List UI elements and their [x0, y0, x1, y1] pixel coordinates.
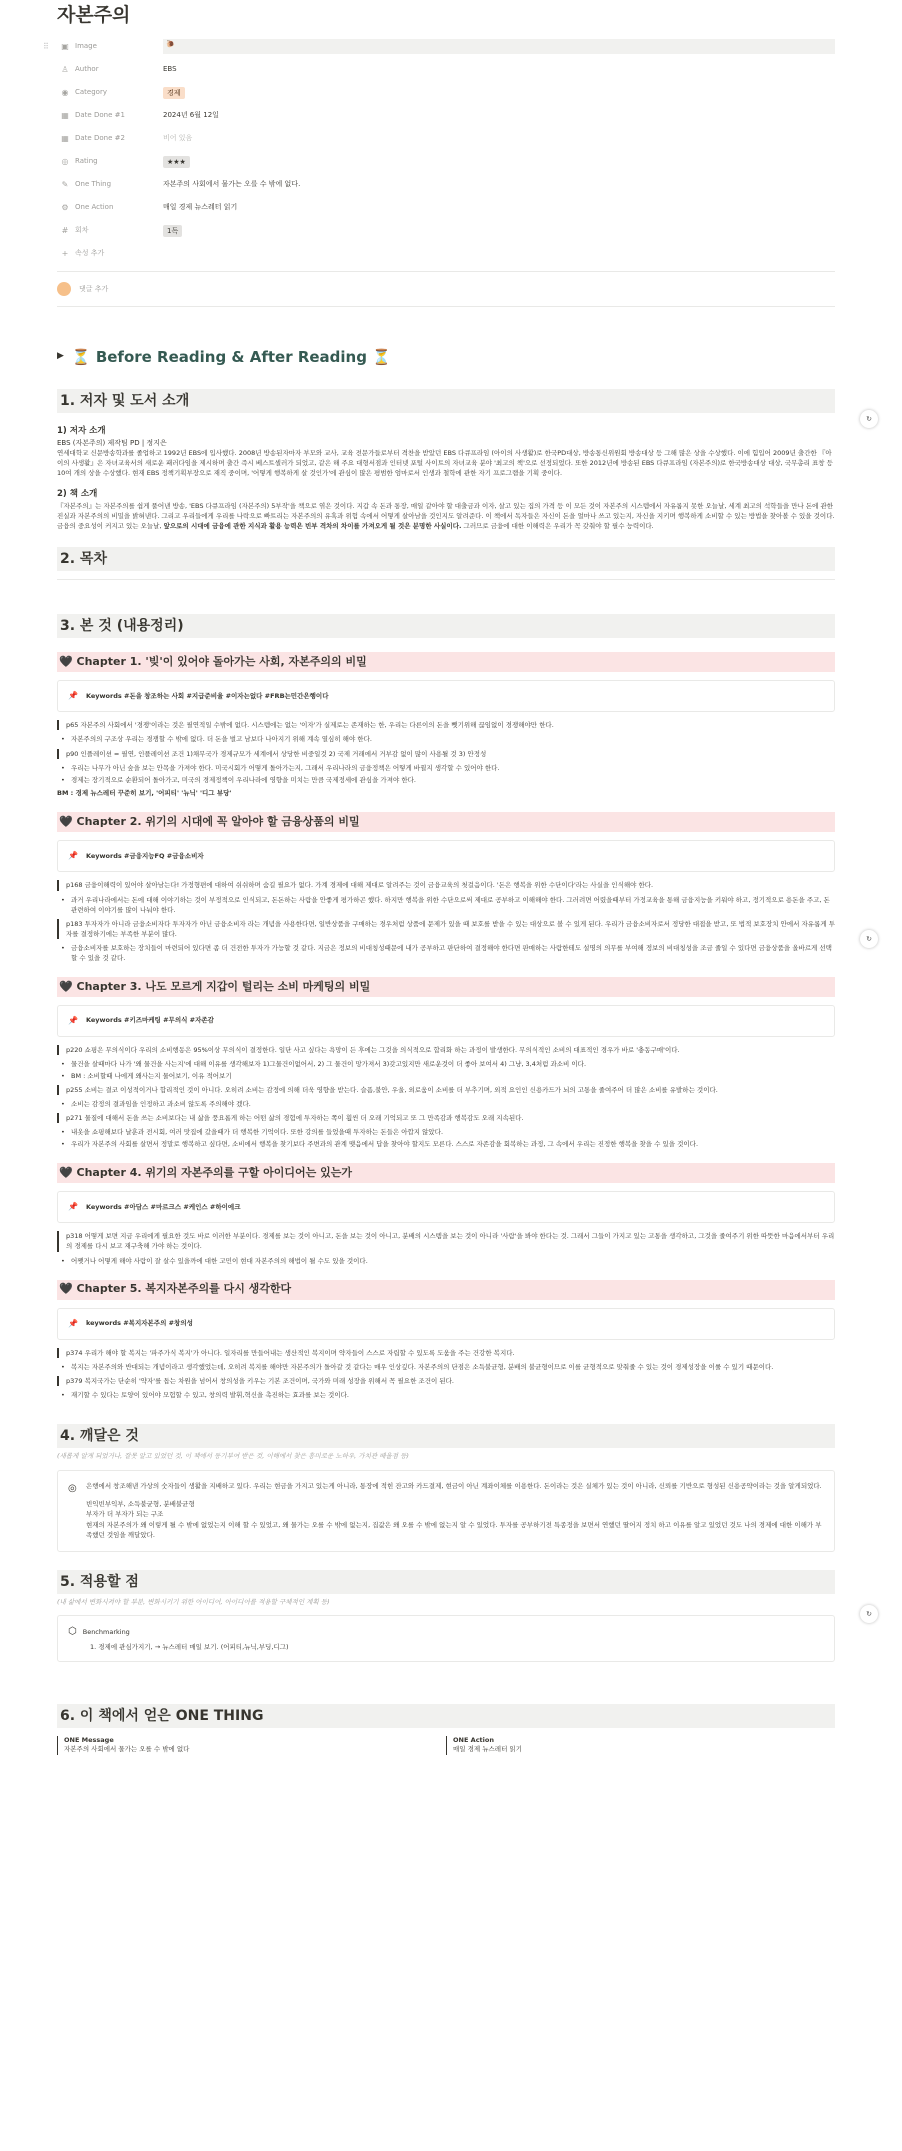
- divider: [57, 271, 835, 272]
- property-value[interactable]: 매일 경제 뉴스레터 읽기: [163, 203, 238, 212]
- section-6-heading: 6. 이 책에서 얻은 ONE THING: [57, 1704, 835, 1728]
- bullet-list: [57, 1362, 835, 1372]
- book-heading: 2) 책 소개: [57, 489, 98, 500]
- benchmark-step: 1. 경제에 관심가지기, → 뉴스레터 매일 보기. (어피티,뉴닉,부딩,디그): [90, 1643, 289, 1652]
- property-row[interactable]: [57, 150, 835, 173]
- property-row[interactable]: [57, 173, 835, 196]
- property-key: ✎ One Thing: [61, 179, 112, 189]
- chapters: [57, 652, 835, 1399]
- list-item: • 어쨋거나 어떻게 해야 사람이 잘 살수 있을까에 대한 고민이 현대 자본주의의 해법이 될 수도 있을 것이다.: [57, 1256, 835, 1266]
- pin-icon: 📌: [68, 851, 78, 861]
- property-value[interactable]: 경제: [163, 87, 835, 99]
- calendar-icon: ▦: [61, 133, 69, 143]
- quote: p379 복지국가는 단순히 '약자'를 돕는 차원을 넘어서 창의성을 키우는 기본 조건이며, 국가와 미래 성장을 위해서 꼭 필요한 조건이 된다.: [57, 1376, 835, 1386]
- page-title: 자본주의: [57, 4, 131, 26]
- property-row[interactable]: [57, 104, 835, 127]
- chapter-heading: 🖤 Chapter 1. '빚'이 있어야 돌아가는 사회, 자본주의의 비밀: [57, 652, 835, 672]
- pin-icon: 📌: [68, 1318, 78, 1328]
- list-item: • 복지는 자본주의와 반대되는 개념이라고 생각했었는데, 오히려 복지를 해야만 자본주의가 돌아갈 것 같다는 매우 인상깊다. 자본주의의 단점은 소득불균형, 분배의 불균형이므로 이를 균형적으로 맞춰줄 수 있는 것이 경제성장을 이룰 수 있기 때문이다.: [57, 1362, 835, 1372]
- section-4-subtitle: (새롭게 알게 되었거나, 잘못 알고 있었던 것, 이 책에서 동기부여 받은 것, 이해에서 찾은 흥미로운 노하우, 가치관 배울점 등): [57, 1451, 409, 1460]
- author-bio: 연세대학교 신문방송학과를 졸업하고 1992년 EBS에 입사했다. 2008년 방송된자마자 부모와 교사, 교육 전문가들로부터 격찬을 받았던 EBS 다큐프라임 (아이의 사생활)로 한국PD대상, 방송통신위원회 방송대상 등 그해 많은 상을 수상했다. 이에 힘입어 2009년 출간한 『아이의 사생활』은 자녀교육서의 새로운 패러다임을 제시하며 출간 즉시 베스트셀러가 되었고, 같은 해 주요 대형서점과 인터넷 포털 사이트의 자녀교육 분야 '최고의 책'으로 선정되었다. 또한 2012년에 방송된 EBS 다큐프라임 (자본주의)로 한국방송대상 대상, 국무총리 표창 등 10여 개의 상을 수상했다. 현재 EBS 정책기획부장으로 재직 중이며, '어떻게 행복하게 살 것인가'에 관심이 많은 평범한 엄마로서 인생과 철학에 관한 자기 프로그램을 기획 중이다.: [57, 449, 833, 478]
- keywords-callout: 📌 Keywords #돈을 창조하는 사회 #지급준비율 #이자는없다 #FRB는민간은행이다: [57, 680, 835, 712]
- property-value[interactable]: 1독: [163, 225, 835, 237]
- apply-callout: [57, 1615, 835, 1661]
- chapter-2: [57, 812, 835, 962]
- list-item: • 우리는 나무가 아닌 숲을 보는 안목을 가져야 한다. 미국시회가 어떻게 돌아가는지, 그래서 우리나라의 금융정책은 어떻게 바뀔지 생각할 수 있어야 한다.: [57, 763, 835, 773]
- list-item: • 자본주의의 구조상 우리는 경쟁할 수 밖에 없다. 더 돈을 벌고 남보다 나아지기 위해 계속 열심히 해야 한다.: [57, 734, 835, 744]
- keywords-callout: 📌 Keywords #금융지능FQ #금융소비자: [57, 840, 835, 872]
- list-item: • 재기할 수 있다는 토양이 있어야 모험할 수 있고, 창의력 발휘,혁신을 촉진하는 효과를 보는 것이다.: [57, 1390, 835, 1400]
- insight-line: 부자가 더 부자가 되는 구조: [86, 1510, 164, 1519]
- list-item: • 우리가 자본주의 사회를 살면서 정말로 행복하고 싶다면, 소비에서 행복을 찾기보다 주변과의 관계 맺음에서 답을 찾아야 할지도 모른다. 스스로 자존감을 회복하는 과정, 그 속에서 우리는 진정한 행복을 찾을 수 있을 것이다.: [57, 1139, 835, 1149]
- bullet-list: [57, 943, 835, 963]
- property-row[interactable]: [57, 81, 835, 104]
- bullet-list: [57, 763, 835, 785]
- divider: [57, 306, 835, 307]
- chapter-4: [57, 1163, 835, 1265]
- ai-assist-button[interactable]: ↻: [860, 1605, 878, 1623]
- section-5-subtitle: (내 삶에서 변화시켜야 할 부분, 변화시키기 위한 아이디어, 아이디어를 적용할 구체적인 계획 등): [57, 1597, 330, 1606]
- insight-callout: [57, 1470, 835, 1552]
- calendar-icon: ▦: [61, 110, 69, 120]
- property-row[interactable]: [57, 196, 835, 219]
- benchmark-task[interactable]: ⬡ Benchmarking: [68, 1624, 824, 1640]
- bullet-list: [57, 1390, 835, 1400]
- list-item: • BM : 소비할때 나에게 왜사는지 물어보기, 이유 적어보기: [57, 1071, 835, 1081]
- chapter-heading: 🖤 Chapter 3. 나도 모르게 지갑이 털리는 소비 마케팅의 비밀: [57, 977, 835, 997]
- chapter-3: [57, 977, 835, 1150]
- insight-line: [86, 1491, 824, 1499]
- list-item: • 경제는 장기적으로 순환되어 돌아가고, 미국의 경제정책이 우리나라에 영향을 미치는 만큼 국제정세에 관심을 가져야 한다.: [57, 775, 835, 785]
- property-value[interactable]: EBS: [163, 65, 177, 74]
- property-key: ▣ Image: [61, 41, 97, 51]
- chapter-note: BM : 경제 뉴스레터 꾸준히 보기, '어피티' '뉴닉' '디그 뷰당': [57, 788, 232, 797]
- author-line: EBS (자본주의) 제작팀 PD | 정지은: [57, 438, 167, 447]
- pin-icon: 📌: [68, 1202, 78, 1212]
- text-icon: ✎: [61, 179, 69, 189]
- quote: p220 쇼핑은 무의식이다 우리의 소비행동은 95%이상 무의식이 결정한다. 일단 사고 싶다는 욕망이 든 후에는 그것을 의식적으로 합리화 하는 과정이 발생한다. 무의식적인 소비의 대표적인 경우가 바로 '충동구매'이다.: [57, 1045, 835, 1055]
- section-4-heading: 4. 깨달은 것: [57, 1424, 835, 1448]
- insight-line: 은행에서 창조해낸 가상의 숫자들이 생활을 지배하고 있다. 우리는 현금을 가지고 있는게 아니라, 통장에 적힌 잔고와 카드결제, 현금이 아닌 계좌이체를 이용한다. 돈이라는 것은 실체가 있는 것이 아니라, 신뢰를 기반으로 형성된 신용공약이라는 것을 알게되었다.: [86, 1481, 822, 1490]
- insight-line: 빈익빈부익부, 소득불균형, 분배불균형: [86, 1499, 195, 1508]
- count-icon: #: [61, 225, 69, 235]
- pin-icon: 📌: [68, 691, 78, 701]
- author-heading: 1) 저자 소개: [57, 426, 106, 436]
- page: [43, 0, 835, 1755]
- property-row[interactable]: [57, 58, 835, 81]
- quote: p90 인플레이션 = 필연, 인플레이션 조건 1)채무국가 경제규모가 세계에서 상당한 비중일것 2) 국제 거래에서 거부감 없이 많이 사용될 것 3) 안정성: [57, 749, 835, 759]
- property-value[interactable]: 2024년 6월 12일: [163, 111, 219, 120]
- property-key: # 회차: [61, 225, 89, 235]
- property-value[interactable]: ★★★: [163, 156, 835, 168]
- divider: [57, 579, 835, 580]
- add-property-button[interactable]: + 속성 추가: [61, 248, 105, 258]
- property-key: ▦ Date Done #1: [61, 110, 125, 120]
- quote: p374 우리가 해야 할 복지는 '파주가식 복지'가 아니다. 일자리를 만들어내는 생산적인 복지이며 약자들이 스스로 자립할 수 있도록 도움을 주는 건강한 복지다.: [57, 1348, 835, 1358]
- one-thing-columns: [57, 1736, 835, 1756]
- quote: p65 자본주의 사회에서 '경쟁'이라는 것은 필연적일 수밖에 없다. 시스템에는 없는 '이자'가 실제로는 존재하는 한, 우리는 다른이의 돈을 뺏기위해 끊임없이 경쟁해야만 한다.: [57, 720, 835, 730]
- bullet-list: [57, 734, 835, 744]
- bullet-list: [57, 1127, 835, 1149]
- property-key: ◉ Category: [61, 87, 107, 97]
- list-item: • 과거 우리나라에서는 돈에 대해 이야기하는 것이 부정적으로 인식되고, 돈돈하는 사람을 안좋게 평가하곤 했다. 하지만 행복을 위한 수단으로써 제대로 공부하고 이해해야 한다. 그러려면 어렸을때부터 가정교육을 통해 금융지능을 키워야 하고, 정기적으로 용돈을 주고, 돈 관련하여 이야기를 많이 나눠야 한다.: [57, 895, 835, 915]
- chapter-5: [57, 1280, 835, 1400]
- image-icon: ▣: [61, 41, 69, 51]
- bullet-list: [57, 1059, 835, 1081]
- section-2-heading: 2. 목차: [57, 547, 835, 571]
- quote: p271 물질에 대해서 돈을 쓰는 소비보다는 내 삶을 풍요롭게 하는 어떤 삶의 경험에 투자하는 쪽이 훨씬 더 오래 기억되고 또 그 만족감과 행복감도 오래 지속된다.: [57, 1113, 835, 1123]
- person-icon: ♙: [61, 64, 69, 74]
- one-action-col: ONE Action 매일 경제 뉴스레터 읽기: [446, 1736, 835, 1756]
- property-value[interactable]: 비어 있음: [163, 134, 193, 143]
- keywords-callout: 📌 keywords #복지자본주의 #창의성: [57, 1308, 835, 1340]
- plus-icon: +: [61, 248, 69, 258]
- avatar: [57, 282, 71, 296]
- one-message-col: ONE Message 자본주의 사회에서 물가는 오를 수 밖에 없다: [57, 1736, 446, 1756]
- list-item: • 금융소비자를 보호하는 장치들이 마련되어 있다면 좀 더 건전한 투자가 가능할 것 같다. 지금은 정보의 비대칭성때문에 내가 공부하고 판단하여 결정해야 한다면 판매하는 사람한테도 설명의 의무를 부여해 정보의 비대칭성을 조금 줄일 수 있다면 금융상품을 올바르게 선택할 수 있을 것 같다.: [57, 943, 835, 963]
- quote: p318 어떻게 보면 지금 우리에게 필요한 것도 바로 이러한 부분이다. 경제를 보는 것이 아니고, 돈을 보는 것이 아니고, 분배의 시스템을 보는 것이 아니라 '사람'을 봐야 한다는 것. 그래서 그들이 가지고 있는 고통을 생각하고, 그것을 줄여주기 위한 따뜻한 마음에서부터 우리의 경제를 다시 보고 재구축해 가야 하는 것이다.: [57, 1231, 835, 1251]
- property-value[interactable]: 자본주의 사회에서 물가는 오를 수 밖에 없다.: [163, 180, 301, 189]
- bullet-list: [57, 1099, 835, 1109]
- keywords-callout: 📌 Keywords #키즈마케팅 #무의식 #자존감: [57, 1005, 835, 1037]
- triangle-right-icon[interactable]: ▶: [57, 351, 64, 362]
- insight-line: 현재의 자본주의가 왜 이렇게 될 수 밖에 없었는지 이해 할 수 있었고, 왜 물가는 오를 수 밖에 없는지, 집값은 왜 오를 수 밖에 없는지 알 수 있었다. 투자를 공부하기전 특종정을 보면서 연했던 딸어지 정치 하고 이유를 알고 있었던 것도 나의 경제에 대한 이해가 부족했던 것임을 깨달았다.: [86, 1520, 822, 1540]
- property-key: ◎ Rating: [61, 156, 98, 166]
- keywords-callout: 📌 Keywords #아담스 #마르크스 #케인스 #하이에크: [57, 1191, 835, 1223]
- ai-assist-button[interactable]: ↻: [860, 410, 878, 428]
- list-item: • 소비는 감정의 결과임을 인정하고 과소비 않도록 주의해야 겠다.: [57, 1099, 835, 1109]
- list-item: • 물건을 살때마다 나가 '왜 물건을 사는지'에 대해 이유를 생각해보자 1)그물건이없어서, 2) 그 물건이 망가져서 3)갖고있지만 새로운것이 더 좋아 보여서 4) 그냥, 3,4처럼 과소비 이다.: [57, 1059, 835, 1069]
- chapter-heading: 🖤 Chapter 5. 복지자본주의를 다시 생각한다: [57, 1280, 835, 1300]
- book-intro: 『자본주의』는 자본주의를 쉽게 풀어낸 방송, 'EBS 다큐프라임 (자본주의) 5부작'을 책으로 엮은 것이다. 지갑 속 돈과 통장, 매일 같아야 할 대출금과 이자, 살고 있는 집의 가격 등 이 모든 것이 자본주의 시스템에서 자유롭지 못한 오늘날, 세계 최고의 석학들을 만나 돈에 관한 진실과 자본주의의 비밀을 밝혀낸다. 그리고 우리들에게 우리를 나락으로 빠트리는 자본주의의 유혹과 위험 속에서 어떻게 살아남을 것인지도 알려준다. 이 책에서 독자들은 자신이 돈을 얼마나 쓰고 있는지, 자신을 지키며 행복하게 소비할 수 있는 방법을 찾아볼 수 있을 것이다.: [57, 502, 835, 521]
- rating-icon: ◎: [61, 156, 69, 166]
- property-row[interactable]: [57, 127, 835, 150]
- drag-handle-icon[interactable]: ⠿: [43, 41, 49, 51]
- gear-icon: ⚙: [61, 202, 69, 212]
- pin-icon: 📌: [68, 1015, 78, 1025]
- property-row[interactable]: [43, 35, 835, 58]
- chapter-1: [57, 652, 835, 798]
- properties: [43, 35, 835, 242]
- property-key: ▦ Date Done #2: [61, 133, 125, 143]
- quote: p255 소비는 결코 이성적이거나 합리적인 것이 아니다. 오히려 소비는 감정에 의해 더욱 영향을 받는다. 슬픔,불안, 우울, 외로움이 소비를 더 부추기며, 외적 요인인 신용카드가 뇌의 고통을 줄여주어 더 많은 소비를 유발하는 것이다.: [57, 1085, 835, 1095]
- toggle-heading[interactable]: ▶ ⏳ Before Reading & After Reading ⏳: [57, 347, 391, 366]
- book-intro-2: 금융의 중요성이 커지고 있는 오늘날, 앞으로의 시대에 금융에 관한 지식과 활용 능력은 빈부 격차의 차이를 가져오게 될 것은 분명한 사실이다. 그러므로 금융에 대한 이해력은 우리가 꼭 갖춰야 할 필수 능력이다.: [57, 522, 654, 531]
- add-comment[interactable]: 댓글 추가: [57, 278, 835, 300]
- property-row[interactable]: [57, 219, 835, 242]
- property-key: ♙ Author: [61, 64, 99, 74]
- hexagon-icon: ⬡: [68, 1626, 77, 1638]
- chapter-heading: 🖤 Chapter 2. 위기의 시대에 꼭 알아야 할 금융상품의 비밀: [57, 812, 835, 832]
- section-1-heading: 1. 저자 및 도서 소개: [57, 389, 835, 413]
- insight-text: [86, 1481, 824, 1541]
- property-value[interactable]: 🐌: [163, 39, 835, 54]
- section-3-heading: 3. 본 것 (내용정리): [57, 614, 835, 638]
- bullet-list: [57, 1256, 835, 1266]
- chapter-heading: 🖤 Chapter 4. 위기의 자본주의를 구할 아이디어는 있는가: [57, 1163, 835, 1183]
- ai-assist-button[interactable]: ↻: [860, 930, 878, 948]
- property-key: ⚙ One Action: [61, 202, 114, 212]
- section-5-heading: 5. 적용할 점: [57, 1570, 835, 1594]
- select-icon: ◉: [61, 87, 69, 97]
- quote: p168 금융이해력이 있어야 살아남는다! 가정형편에 대하여 쉬쉬하며 숨길 필요가 없다. 가계 경제에 대해 제대로 알려주는 것이 금융교육의 첫걸음이다. '돈은 행복을 위한 수단이다'라는 사실을 인식해야 한다.: [57, 880, 835, 890]
- target-icon: ◎: [68, 1482, 77, 1494]
- bullet-list: [57, 895, 835, 915]
- quote: p183 투자자가 아니라 금융소비자다 투자자가 아닌 금융소비자 라는 개념을 사용한다면, 일반상품을 구매하는 경우처럼 상품에 문제가 있을 때 보호를 받을 수 있는 대상으로 볼 수 있게 된다. 우리가 금융소비자로서 정당한 대접을 받고, 또 법적 보호장치 안에서 자유롭게 투자를 결정하기에는 부족한 부분이 많다.: [57, 919, 835, 939]
- list-item: • 내옷을 쇼핑해보다 날훈과 전시회, 여러 맛집에 갔을때가 더 행복한 기억이다. 또한 강의를 들었을때 투자하는 돈들은 아깝지 않았다.: [57, 1127, 835, 1137]
